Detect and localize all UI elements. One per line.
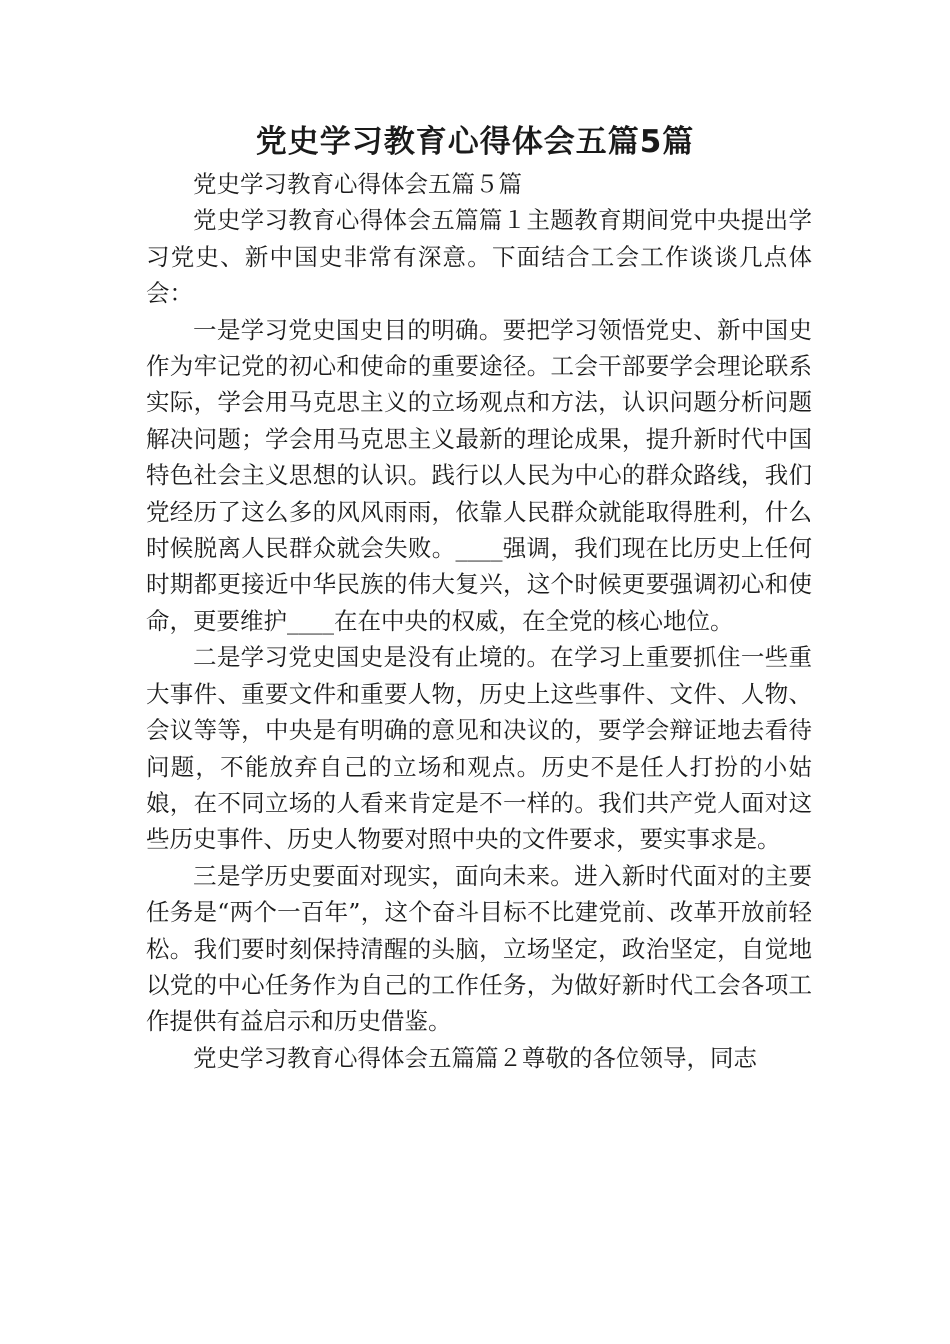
document-title: 党史学习教育心得体会五篇5篇 bbox=[255, 124, 695, 160]
paragraph-point-two: 二是学习党史国史是没有止境的。在学习上重要抓住一些重大事件、重要文件和重要人物，历史上这些事件、文件、人物、会议等等，中央是有明确的意见和决议的，要学会辩证地去看待问题，不能放弃自己的立场和观点。历史不是任人打扮的小姑娘，在不同立场的人看来肯定是不一样的。我们共产党人面对这些历史事件、历史人物要对照中央的文件要求，要实事求是。 bbox=[146, 643, 812, 854]
paragraph-point-three: 三是学历史要面对现实，面向未来。进入新时代面对的主要任务是“两个一百年”，这个奋斗目标不比建党前、改革开放前轻松。我们要时刻保持清醒的头脑，立场坚定，政治坚定，自觉地以党的中心任务作为自己的工作任务，为做好新时代工会各项工作提供有益启示和历史借鉴。 bbox=[146, 861, 812, 1036]
paragraph-intro: 党史学习教育心得体会五篇篇１主题教育期间党中央提出学习党史、新中国史非常有深意。下面结合工会工作谈谈几点体会： bbox=[146, 206, 812, 308]
paragraph-subtitle: 党史学习教育心得体会五篇５篇 bbox=[193, 170, 522, 198]
document-body bbox=[146, 166, 812, 1076]
paragraph-essay-two: 党史学习教育心得体会五篇篇２尊敬的各位领导，同志 bbox=[193, 1043, 757, 1072]
paragraph-point-one: 一是学习党史国史目的明确。要把学习领悟党史、新中国史作为牢记党的初心和使命的重要途径。工会干部要学会理论联系实际，学会用马克思主义的立场观点和方法，认识问题分析问题解决问题；学会用马克思主义最新的理论成果，提升新时代中国特色社会主义思想的认识。践行以人民为中心的群众路线，我们党经历了这么多的风风雨雨，依靠人民群众就能取得胜利，什么时候脱离人民群众就会失败。____强调，我们现在比历史上任何时期都更接近中华民族的伟大复兴，这个时候更要强调初心和使命，更要维护____在在中央的权威，在全党的核心地位。 bbox=[146, 315, 812, 635]
